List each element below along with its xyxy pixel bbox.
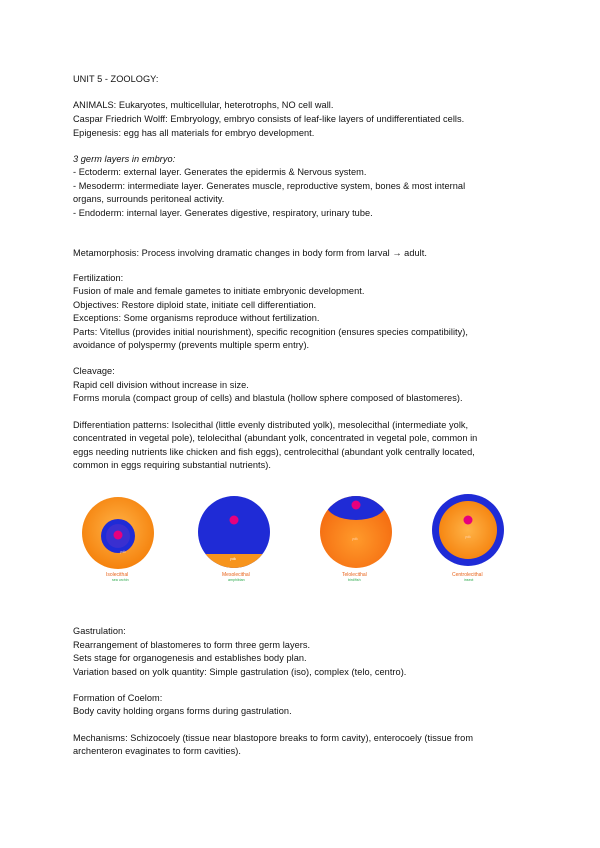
animals-line: ANIMALS: Eukaryotes, multicellular, heterotrophs, NO cell wall.	[73, 100, 334, 110]
germ-layers-heading: 3 germ layers in embryo:	[73, 154, 176, 164]
differentiation-line-3: eggs needing nutrients like chicken and fish eggs), centrolecithal (abundant yolk centrally located,	[73, 447, 475, 457]
differentiation-line-2: concentrated in vegetal pole), telolecithal (abundant yolk, concentrated in vegetal pole, common in	[73, 433, 478, 443]
fig-caption: Isolecithal	[106, 572, 129, 578]
cleavage-def: Rapid cell division without increase in size.	[73, 380, 249, 390]
mechanisms-line-2: archenteron evaginates to form cavities).	[73, 746, 242, 756]
telolecithal-diagram	[308, 490, 408, 590]
fertilization-def: Fusion of male and female gametes to initiate embryonic development.	[73, 286, 365, 296]
svg-text:yolk: yolk	[352, 537, 358, 541]
epigenesis-line: Epigenesis: egg has all materials for embryo development.	[73, 128, 315, 138]
mechanisms-line-1: Mechanisms: Schizocoely (tissue near blastopore breaks to form cavity), enterocoely (tissue from	[73, 733, 474, 743]
metamorphosis-line: Metamorphosis: Process involving dramatic changes in body form from larval → adult.	[73, 248, 427, 258]
fig-sub-caption: amphibian	[228, 578, 245, 582]
svg-text:yolk: yolk	[465, 535, 471, 539]
mesoderm-line-2: organs, surrounds peritoneal activity.	[73, 194, 225, 204]
egg-types-figure	[78, 490, 530, 590]
fig-caption: Telolecithal	[342, 572, 367, 578]
svg-text:yolk: yolk	[230, 557, 237, 561]
isolecithal-diagram	[78, 490, 178, 590]
differentiation-line-4: common in eggs requiring substantial nutrients).	[73, 460, 271, 470]
telolecithal-egg-icon	[308, 490, 408, 590]
exceptions-line: Exceptions: Some organisms reproduce without fertilization.	[73, 313, 320, 323]
svg-text:yolk: yolk	[120, 550, 126, 554]
gastrulation-def: Rearrangement of blastomeres to form three germ layers.	[73, 640, 311, 650]
differentiation-line-1: Differentiation patterns: Isolecithal (little evenly distributed yolk), mesolecithal (intermediate yolk,	[73, 420, 469, 430]
endoderm-line: - Endoderm: internal layer. Generates digestive, respiratory, urinary tube.	[73, 208, 373, 218]
gastrulation-heading: Gastrulation:	[73, 626, 126, 636]
fig-sub-caption: bird/fish	[348, 578, 361, 582]
cleavage-forms: Forms morula (compact group of cells) and blastula (hollow sphere composed of blastomeres).	[73, 393, 463, 403]
parts-line-1: Parts: Vitellus (provides initial nourishment), specific recognition (ensures species compatibility),	[73, 327, 469, 337]
fertilization-heading: Fertilization:	[73, 273, 124, 283]
ectoderm-line: - Ectoderm: external layer. Generates the epidermis & Nervous system.	[73, 167, 367, 177]
coelom-def: Body cavity holding organs forms during gastrulation.	[73, 706, 292, 716]
mesolecithal-diagram	[186, 490, 286, 590]
centrolecithal-diagram	[426, 490, 526, 590]
coelom-heading: Formation of Coelom:	[73, 693, 163, 703]
objectives-line: Objectives: Restore diploid state, initiate cell differentiation.	[73, 300, 317, 310]
fig-sub-caption: sea urchin	[112, 578, 129, 582]
unit-title: UNIT 5 - ZOOLOGY:	[73, 74, 159, 84]
fig-sub-caption: insect	[464, 578, 474, 582]
parts-line-2: avoidance of polyspermy (prevents multiple sperm entry).	[73, 340, 310, 350]
cleavage-heading: Cleavage:	[73, 366, 115, 376]
mesoderm-line-1: - Mesoderm: intermediate layer. Generates muscle, reproductive system, bones & most internal	[73, 181, 466, 191]
mesolecithal-egg-icon	[186, 490, 286, 590]
fig-caption: Mesolecithal	[222, 572, 250, 578]
gastrulation-stage: Sets stage for organogenesis and establishes body plan.	[73, 653, 307, 663]
fig-caption: Centrolecithal	[452, 572, 483, 578]
gastrulation-variation: Variation based on yolk quantity: Simple gastrulation (iso), complex (telo, centro).	[73, 667, 407, 677]
isolecithal-egg-icon	[78, 490, 178, 590]
centrolecithal-egg-icon	[426, 490, 526, 590]
wolff-line: Caspar Friedrich Wolff: Embryology, embryo consists of leaf-like layers of undifferentiated cells.	[73, 114, 465, 124]
